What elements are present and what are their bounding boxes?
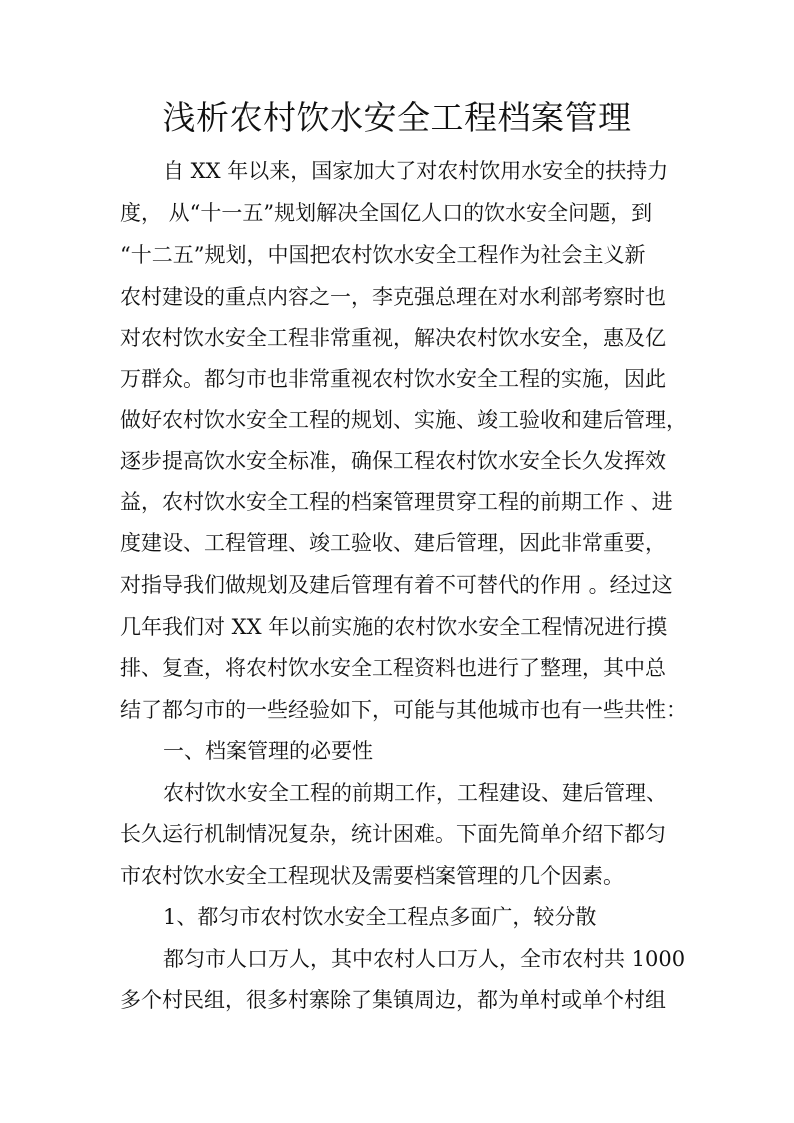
section-heading: 一、档案管理的必要性 — [163, 739, 373, 763]
paragraph-line: 益，农村饮水安全工程的档案管理贯穿工程的前期工作 、进 — [120, 490, 673, 514]
paragraph-line: 度建设、工程管理、竣工验收、建后管理，因此非常重要， — [120, 531, 666, 555]
paragraph-line: 逐步提高饮水安全标准，确保工程农村饮水安全长久发挥效 — [120, 449, 666, 473]
paragraph-line: 多个村民组，很多村寨除了集镇周边，都为单村或单个村组 — [120, 988, 666, 1012]
paragraph-line: 市农村饮水安全工程现状及需要档案管理的几个因素。 — [120, 864, 624, 888]
paragraph-line: 农村饮水安全工程的前期工作，工程建设、建后管理、 — [163, 781, 667, 805]
paragraph-line: “十二五”规划，中国把农村饮水安全工程作为社会主义新 — [120, 243, 646, 267]
paragraph-line: 长久运行机制情况复杂，统计困难。下面先简单介绍下都匀 — [120, 822, 666, 846]
subsection-heading: 1、都匀市农村饮水安全工程点多面广，较分散 — [163, 905, 597, 929]
paragraph-line: 万群众。都匀市也非常重视农村饮水安全工程的实施，因此 — [120, 367, 666, 391]
document-title: 浅析农村饮水安全工程档案管理 — [162, 98, 632, 137]
paragraph-line: 对农村饮水安全工程非常重视，解决农村饮水安全，惠及亿 — [120, 326, 666, 350]
paragraph-line: 结了都匀市的一些经验如下，可能与其他城市也有一些共性： — [120, 698, 687, 722]
paragraph-line: 自 XX 年以来，国家加大了对农村饮用水安全的扶持力 — [163, 159, 669, 183]
paragraph-line: 度， 从“十一五”规划解决全国亿人口的饮水安全问题，到 — [120, 201, 653, 225]
paragraph-line: 排、复查，将农村饮水安全工程资料也进行了整理，其中总 — [120, 656, 666, 680]
paragraph-line: 对指导我们做规划及建后管理有着不可替代的作用 。经过这 — [120, 573, 673, 597]
paragraph-line: 几年我们对 XX 年以前实施的农村饮水安全工程情况进行摸 — [120, 615, 668, 639]
paragraph-line: 做好农村饮水安全工程的规划、实施、竣工验收和建后管理， — [120, 408, 687, 432]
paragraph-line: 农村建设的重点内容之一，李克强总理在对水利部考察时也 — [120, 285, 666, 309]
paragraph-line: 都匀市人口万人，其中农村人口万人，全市农村共 1000 — [163, 947, 686, 971]
